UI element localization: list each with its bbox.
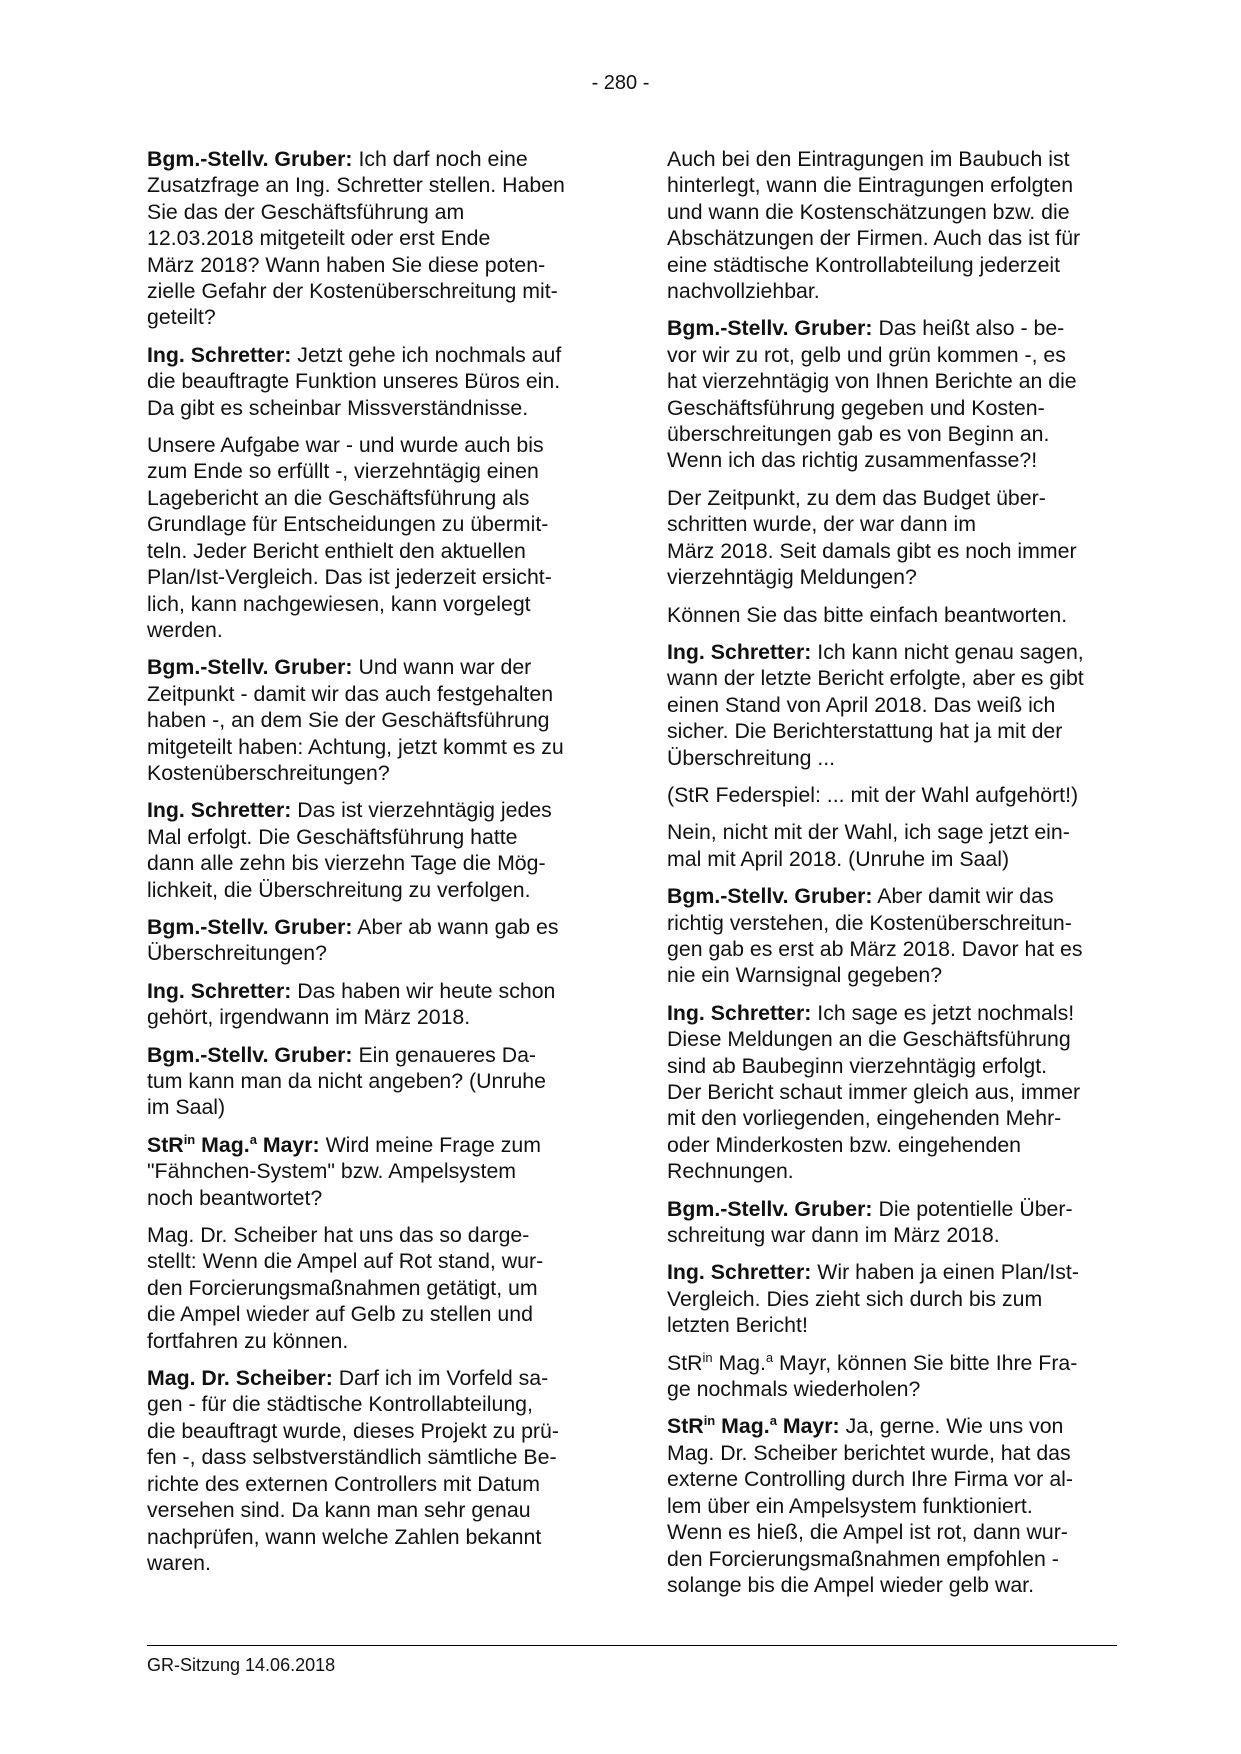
left-column bbox=[147, 146, 597, 1587]
text-line: fortfahren zu können. bbox=[147, 1328, 349, 1353]
text-line: externe Controlling durch Ihre Firma vor al- bbox=[667, 1467, 1073, 1492]
text-line: lem über ein Ampelsystem funktioniert. bbox=[667, 1493, 1033, 1518]
speaker-name: StR$^{in}$ Mag.$^a$ Mayr: bbox=[667, 1413, 840, 1439]
speaker-name: Bgm.-Stellv. Gruber: bbox=[147, 914, 353, 939]
text-line: Jetzt gehe ich nochmals auf bbox=[297, 342, 562, 367]
paragraph bbox=[147, 914, 597, 967]
speaker-name: Ing. Schretter: bbox=[667, 1000, 812, 1025]
text-line: Zusatzfrage an Ing. Schretter stellen. Haben bbox=[147, 173, 565, 198]
speaker-name: Ing. Schretter: bbox=[147, 978, 292, 1003]
text-line: schreitung war dann im März 2018. bbox=[667, 1223, 1000, 1248]
text-line: Der Zeitpunkt, zu dem das Budget über- bbox=[667, 485, 1046, 510]
paragraph bbox=[667, 819, 1117, 872]
text-line: Sie das der Geschäftsführung am bbox=[147, 199, 465, 224]
text-line: sicher. Die Berichterstattung hat ja mit der bbox=[667, 719, 1063, 744]
text-line: tum kann man da nicht angeben? (Unruhe bbox=[147, 1069, 546, 1093]
text-line: nachprüfen, wann welche Zahlen bekannt bbox=[147, 1524, 542, 1549]
text-line: nie ein Warnsignal gegeben? bbox=[667, 963, 943, 988]
text-line: letzten Bericht! bbox=[667, 1313, 808, 1338]
right-column bbox=[667, 146, 1117, 1609]
speaker-name: Ing. Schretter: bbox=[667, 639, 812, 664]
text-line: Ich darf noch eine bbox=[358, 147, 528, 171]
paragraph bbox=[667, 782, 1117, 808]
text-line: sind ab Baubeginn vierzehntägig erfolgt. bbox=[667, 1053, 1048, 1078]
text-line: fen -, dass selbstverständlich sämtliche Be- bbox=[147, 1445, 557, 1470]
paragraph bbox=[667, 485, 1117, 591]
text-line: Rechnungen. bbox=[667, 1159, 794, 1184]
text-line: oder Minderkosten bzw. eingehenden bbox=[667, 1132, 1022, 1157]
speaker-name: Bgm.-Stellv. Gruber: bbox=[667, 884, 873, 909]
text-line: gen gab es erst ab März 2018. Davor hat es bbox=[667, 936, 1083, 961]
text-line: schritten wurde, der war dann im bbox=[667, 512, 976, 537]
text-line: ge nochmals wiederholen? bbox=[667, 1377, 921, 1402]
text-line: Und wann war der bbox=[358, 655, 532, 680]
text-line: nachvollziehbar. bbox=[667, 279, 820, 304]
text-line: Zeitpunkt - damit wir das auch festgehalten bbox=[147, 681, 554, 706]
speaker-name: Ing. Schretter: bbox=[667, 1260, 812, 1285]
text-line: richtig verstehen, die Kostenüberschreitun- bbox=[667, 910, 1072, 935]
text-line: haben -, an dem Sie der Geschäftsführung bbox=[147, 708, 550, 733]
text-line: einen Stand von April 2018. Das weiß ich bbox=[667, 692, 1056, 717]
text-line: und wann die Kostenschätzungen bzw. die bbox=[667, 199, 1070, 224]
paragraph bbox=[147, 797, 597, 903]
paragraph bbox=[667, 639, 1117, 771]
text-line: mal mit April 2018. (Unruhe im Saal) bbox=[667, 846, 1010, 871]
text-line: Wir haben ja einen Plan/Ist- bbox=[817, 1260, 1079, 1285]
text-line: "Fähnchen-System" bzw. Ampelsystem bbox=[147, 1159, 517, 1184]
text-line: Der Bericht schaut immer gleich aus, immer bbox=[667, 1080, 1081, 1104]
text-line: Nein, nicht mit der Wahl, ich sage jetzt ein- bbox=[667, 820, 1070, 845]
speaker-name: Bgm.-Stellv. Gruber: bbox=[147, 1042, 353, 1067]
speaker-name: StR$^{in}$ Mag.$^a$ Mayr: bbox=[147, 1131, 320, 1157]
paragraph bbox=[667, 883, 1117, 989]
footer-divider bbox=[147, 1645, 1117, 1646]
text-line: Aber ab wann gab es bbox=[357, 914, 559, 939]
paragraph bbox=[667, 1413, 1117, 1598]
text-line: Die potentielle Über- bbox=[878, 1196, 1073, 1221]
text-line: Ja, gerne. Wie uns von bbox=[845, 1414, 1064, 1439]
paragraph bbox=[667, 315, 1117, 473]
paragraph bbox=[147, 342, 597, 421]
footer-text: GR-Sitzung 14.06.2018 bbox=[147, 1655, 336, 1675]
text-line: hat vierzehntägig von Ihnen Berichte an die bbox=[667, 369, 1077, 394]
text-line: Vergleich. Dies zieht sich durch bis zum bbox=[667, 1286, 1043, 1311]
paragraph bbox=[147, 432, 597, 643]
page-number: - 280 - bbox=[591, 72, 650, 94]
paragraph bbox=[667, 1350, 1117, 1403]
text-line: wann der letzte Bericht erfolgte, aber es gibt bbox=[667, 666, 1084, 691]
paragraph bbox=[147, 978, 597, 1031]
paragraph bbox=[147, 1222, 597, 1354]
text-line: werden. bbox=[147, 617, 223, 642]
text-line: Wird meine Frage zum bbox=[325, 1132, 541, 1157]
paragraph bbox=[667, 1000, 1117, 1185]
text-line: Das heißt also - be- bbox=[878, 316, 1065, 341]
text-line: StR$^{in}$ Mag.$^a$ Mayr, können Sie bitte Ihre Fra- bbox=[667, 1349, 1078, 1375]
text-line: im Saal) bbox=[147, 1095, 226, 1120]
speaker-name: Mag. Dr. Scheiber: bbox=[147, 1366, 333, 1391]
text-line: lich, kann nachgewiesen, kann vorgelegt bbox=[147, 591, 531, 616]
text-line: Überschreitungen? bbox=[147, 941, 327, 966]
text-line: Ich sage es jetzt nochmals! bbox=[817, 1000, 1075, 1025]
text-line: Mal erfolgt. Die Geschäftsführung hatte bbox=[147, 824, 518, 849]
text-line: richte des externen Controllers mit Datum bbox=[147, 1471, 540, 1496]
text-line: Können Sie das bitte einfach beantworten. bbox=[667, 602, 1068, 627]
speaker-name: Ing. Schretter: bbox=[147, 798, 292, 823]
text-line: die beauftragt wurde, dieses Projekt zu prü- bbox=[147, 1418, 559, 1443]
text-line: Geschäftsführung gegeben und Kosten- bbox=[667, 395, 1045, 420]
paragraph bbox=[667, 602, 1117, 628]
text-line: vierzehntägig Meldungen? bbox=[667, 565, 917, 590]
text-line: teln. Jeder Bericht enthielt den aktuellen bbox=[147, 538, 526, 563]
text-line: mitgeteilt haben: Achtung, jetzt kommt es zu bbox=[147, 734, 564, 759]
text-line: zum Ende so erfüllt -, vierzehntägig einen bbox=[147, 459, 539, 484]
text-line: Grundlage für Entscheidungen zu übermit- bbox=[147, 512, 549, 537]
text-line: Lagebericht an die Geschäftsführung als bbox=[147, 485, 530, 510]
text-line: die beauftragte Funktion unseres Büros ein. bbox=[147, 369, 561, 394]
text-line: Unsere Aufgabe war - und wurde auch bis bbox=[147, 433, 544, 458]
paragraph bbox=[147, 1132, 597, 1211]
text-line: Diese Meldungen an die Geschäftsführung bbox=[667, 1027, 1071, 1052]
paragraph bbox=[147, 146, 597, 331]
text-line: Kostenüberschreitungen? bbox=[147, 760, 390, 785]
text-line: versehen sind. Da kann man sehr genau bbox=[147, 1498, 531, 1523]
text-line: Abschätzungen der Firmen. Auch das ist für bbox=[667, 226, 1081, 251]
paragraph bbox=[147, 1042, 597, 1121]
text-line: März 2018? Wann haben Sie diese poten- bbox=[147, 252, 546, 277]
text-line: Aber damit wir das bbox=[877, 884, 1054, 909]
text-line: den Forcierungsmaßnahmen empfohlen - bbox=[667, 1546, 1059, 1571]
text-line: Plan/Ist-Vergleich. Das ist jederzeit ersicht- bbox=[147, 565, 552, 590]
text-line: Das ist vierzehntägig jedes bbox=[297, 798, 552, 823]
text-line: lichkeit, die Überschreitung zu verfolgen. bbox=[147, 877, 531, 902]
text-line: noch beantwortet? bbox=[147, 1185, 323, 1210]
speaker-name: Bgm.-Stellv. Gruber: bbox=[667, 316, 873, 341]
text-line: Mag. Dr. Scheiber berichtet wurde, hat das bbox=[667, 1440, 1071, 1465]
text-line: Das haben wir heute schon bbox=[297, 978, 556, 1003]
paragraph bbox=[667, 146, 1117, 304]
speaker-name: Bgm.-Stellv. Gruber: bbox=[147, 147, 353, 171]
paragraph bbox=[147, 1365, 597, 1576]
text-line: gen - für die städtische Kontrollabteilung, bbox=[147, 1392, 533, 1417]
text-line: vor wir zu rot, gelb und grün kommen -, es bbox=[667, 342, 1066, 367]
text-line: stellt: Wenn die Ampel auf Rot stand, wur- bbox=[147, 1249, 544, 1274]
text-line: solange bis die Ampel wieder gelb war. bbox=[667, 1572, 1034, 1597]
text-line: Ein genaueres Da- bbox=[358, 1042, 537, 1067]
text-line: Darf ich im Vorfeld sa- bbox=[338, 1366, 549, 1391]
text-line: hinterlegt, wann die Eintragungen erfolgten bbox=[667, 173, 1074, 198]
text-line: Mag. Dr. Scheiber hat uns das so darge- bbox=[147, 1223, 530, 1248]
text-line: Da gibt es scheinbar Missverständnisse. bbox=[147, 395, 529, 420]
paragraph bbox=[667, 1196, 1117, 1249]
text-line: dann alle zehn bis vierzehn Tage die Mög- bbox=[147, 851, 546, 876]
text-line: Auch bei den Eintragungen im Baubuch ist bbox=[667, 147, 1070, 171]
text-line: (StR Federspiel: ... mit der Wahl aufgehört!) bbox=[667, 782, 1079, 807]
text-line: eine städtische Kontrollabteilung jederzeit bbox=[667, 252, 1061, 277]
text-line: Ich kann nicht genau sagen, bbox=[817, 639, 1084, 664]
speaker-name: Bgm.-Stellv. Gruber: bbox=[147, 655, 353, 680]
text-line: geteilt? bbox=[147, 305, 216, 330]
speaker-name: Bgm.-Stellv. Gruber: bbox=[667, 1196, 873, 1221]
speaker-name: Ing. Schretter: bbox=[147, 342, 292, 367]
text-line: überschreitungen gab es von Beginn an. bbox=[667, 422, 1050, 447]
text-line: den Forcierungsmaßnahmen getätigt, um bbox=[147, 1275, 538, 1300]
text-line: Wenn es hieß, die Ampel ist rot, dann wur- bbox=[667, 1520, 1068, 1545]
paragraph bbox=[147, 654, 597, 786]
text-line: zielle Gefahr der Kostenüberschreitung mit- bbox=[147, 279, 558, 304]
text-line: Wenn ich das richtig zusammenfasse?! bbox=[667, 448, 1038, 473]
text-line: mit den vorliegenden, eingehenden Mehr- bbox=[667, 1106, 1062, 1131]
text-line: gehört, irgendwann im März 2018. bbox=[147, 1005, 471, 1030]
text-line: März 2018. Seit damals gibt es noch immer bbox=[667, 538, 1077, 563]
text-line: waren. bbox=[147, 1550, 211, 1575]
paragraph bbox=[667, 1259, 1117, 1338]
text-line: Überschreitung ... bbox=[667, 745, 836, 770]
text-line: die Ampel wieder auf Gelb zu stellen und bbox=[147, 1302, 533, 1327]
text-line: 12.03.2018 mitgeteilt oder erst Ende bbox=[147, 226, 491, 251]
